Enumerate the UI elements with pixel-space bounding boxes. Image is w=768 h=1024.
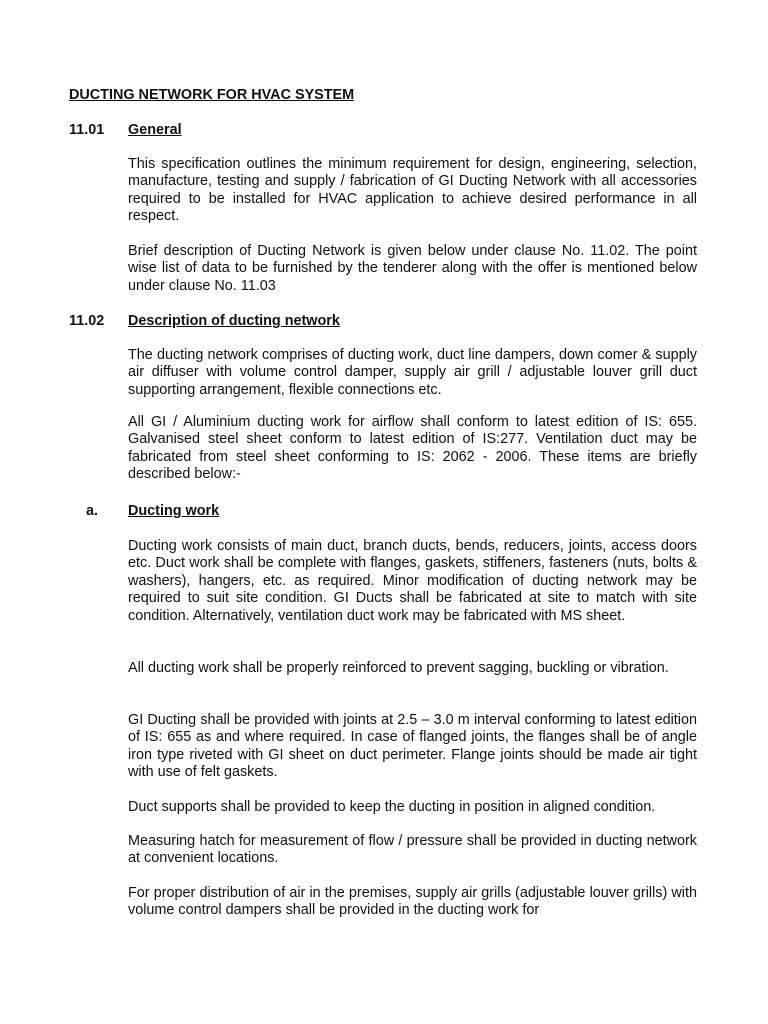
paragraph: All GI / Aluminium ducting work for airflow shall conform to latest edition of IS: 655. Galvanised steel sheet conform to latest edition of IS:277. Ventilation duct may be fabricated from steel sheet conforming to IS: 2062 - 2006. These items are briefly described below:- xyxy=(128,414,697,483)
paragraph: This specification outlines the minimum requirement for design, engineering, selection, manufacture, testing and supply / fabrication of GI Ducting Network with all accessories required to be installed for HVAC application to achieve desired performance in all respect. xyxy=(128,156,697,225)
paragraph: Brief description of Ducting Network is given below under clause No. 11.02. The point wise list of data to be furnished by the tenderer along with the offer is mentioned below under clause No. 11.03 xyxy=(128,243,697,294)
paragraph: Duct supports shall be provided to keep the ducting in position in aligned condition. xyxy=(128,799,656,815)
section-heading: Description of ducting network xyxy=(128,313,340,329)
paragraph: The ducting network comprises of ducting work, duct line dampers, down comer & supply air diffuser with volume control damper, supply air grill / adjustable louver grill duct supporting arrangement, flexible connections etc. xyxy=(128,347,697,398)
section-number: 11.02 xyxy=(69,313,105,329)
paragraph: For proper distribution of air in the premises, supply air grills (adjustable louver grills) with volume control dampers shall be provided in the ducting work for xyxy=(128,885,697,919)
section-number: 11.01 xyxy=(69,122,105,138)
subsection-heading: Ducting work xyxy=(128,503,220,519)
section-heading: General xyxy=(128,122,182,138)
document-title: DUCTING NETWORK FOR HVAC SYSTEM xyxy=(69,87,355,103)
paragraph: GI Ducting shall be provided with joints at 2.5 – 3.0 m interval conforming to latest edition of IS: 655 as and where required. In case of flanged joints, the flanges shall be of angle iron type riveted with GI sheet on duct perimeter. Flange joints should be made air tight with use of felt gaskets. xyxy=(128,712,697,781)
subsection-number: a. xyxy=(86,503,99,519)
paragraph: Ducting work consists of main duct, branch ducts, bends, reducers, joints, access doors etc. Duct work shall be complete with flanges, gaskets, stiffeners, fasteners (nuts, bolts & washers), hangers, etc. as required. Minor modification of ducting network may be required to suit site condition. GI Ducts shall be fabricated at site to match with site condition. Alternatively, ventilation duct work may be fabricated with MS sheet. xyxy=(128,538,697,624)
paragraph: Measuring hatch for measurement of flow / pressure shall be provided in ducting network at convenient locations. xyxy=(128,833,697,867)
paragraph: All ducting work shall be properly reinforced to prevent sagging, buckling or vibration. xyxy=(128,660,669,676)
